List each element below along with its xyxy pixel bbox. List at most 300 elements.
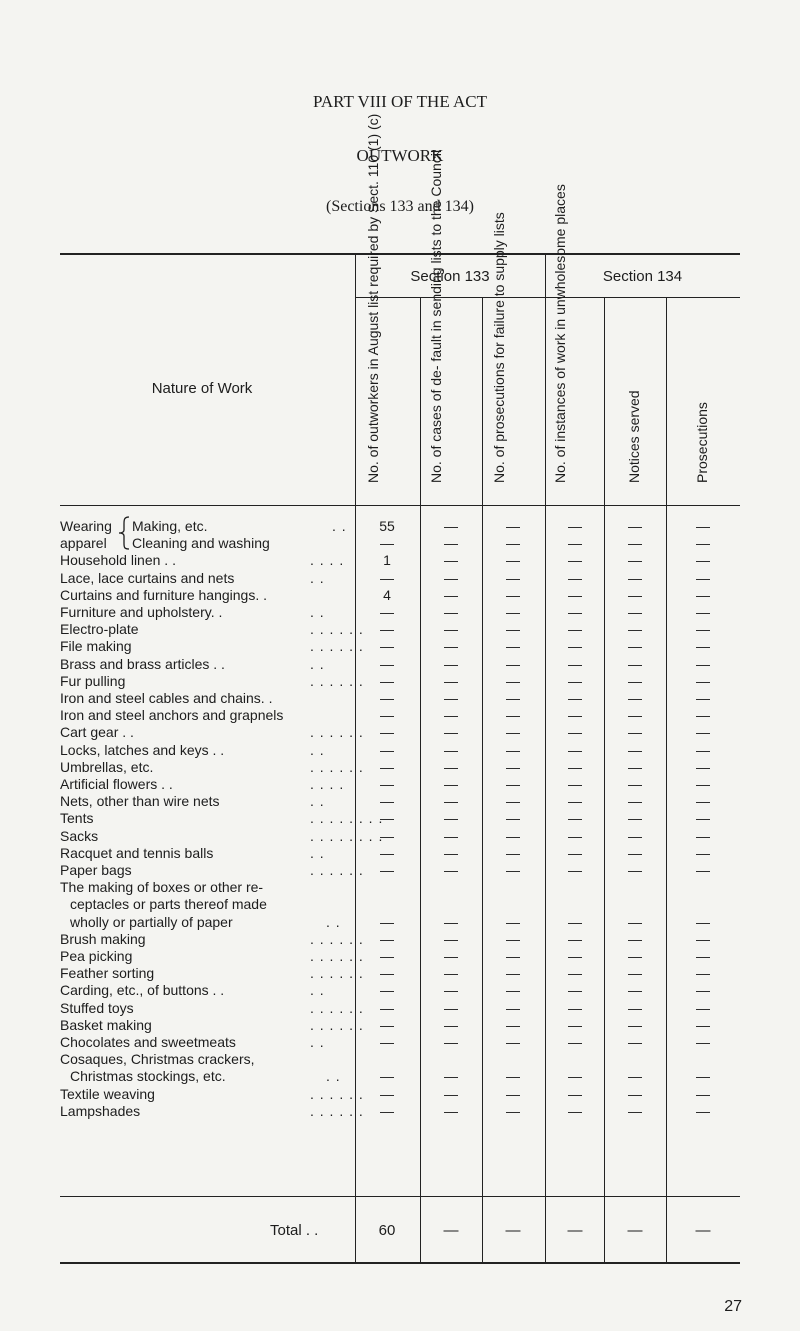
table-cell: — (506, 638, 520, 655)
leader-dots: . . . . . . (310, 948, 364, 964)
col-header-notices: Notices served (626, 390, 642, 483)
row-label: Locks, latches and keys . . (60, 741, 225, 758)
table-cell: — (506, 810, 520, 827)
table-cell: — (628, 965, 642, 982)
table-row (60, 828, 740, 845)
table-cell: — (696, 1068, 710, 1085)
table-row (60, 656, 740, 673)
table-cell: — (568, 518, 582, 534)
row-label: Household linen . . (60, 552, 176, 569)
table-cell: — (568, 827, 582, 844)
leader-dots: . . . . . . (310, 965, 364, 982)
leader-dots: . . . . (310, 552, 345, 569)
table-cell: — (506, 552, 520, 569)
table-cell: — (506, 1034, 520, 1050)
table-cell: — (628, 655, 642, 672)
table-bottom-rule (60, 1262, 740, 1264)
table-row (60, 931, 740, 948)
table-row (60, 707, 740, 724)
section-133-label: Section 133 (410, 268, 490, 285)
col-header-outworkers: No. of outworkers in August list required by Sect. 110 (1) (c) (364, 113, 381, 483)
table-cell: — (444, 655, 458, 672)
table-row (60, 1017, 740, 1034)
table-cell: — (444, 621, 458, 638)
table-cell: — (506, 621, 520, 638)
row-label: Pea picking (60, 948, 133, 964)
table-cell: — (568, 604, 582, 620)
table-cell: — (568, 1068, 582, 1085)
table-cell: — (696, 586, 710, 603)
table-cell: — (444, 948, 458, 964)
table-cell: — (568, 1085, 582, 1102)
table-row (60, 1000, 740, 1017)
leader-dots: . . (326, 913, 341, 930)
header-bottom-rule (60, 505, 740, 506)
table-cell: — (380, 638, 394, 655)
leader-dots: . . . . . . (310, 862, 364, 878)
table-cell: — (696, 793, 710, 810)
table-cell: — (506, 982, 520, 999)
total-cell: — (567, 1222, 583, 1239)
table-cell: — (444, 586, 458, 603)
row-label: Fur pulling (60, 672, 126, 689)
table-cell: — (628, 707, 642, 724)
table-cell: — (380, 655, 394, 672)
table-cell: — (506, 827, 520, 844)
table-row (60, 879, 740, 930)
table-cell: — (506, 862, 520, 878)
table-cell: — (444, 1034, 458, 1050)
total-label: Total . . (270, 1222, 319, 1239)
table-cell: — (628, 1068, 642, 1085)
table-cell: — (506, 518, 520, 534)
table-cell: — (506, 672, 520, 689)
table-cell: — (568, 844, 582, 861)
table-cell: — (628, 1016, 642, 1033)
table-row (60, 1103, 740, 1120)
leader-dots: . . . . . . (310, 638, 364, 655)
table-cell: — (696, 552, 710, 569)
table-cell: — (444, 535, 458, 552)
table-row (60, 776, 740, 793)
table-cell: — (696, 655, 710, 672)
section-sub-rule (355, 297, 740, 298)
table-cell: — (628, 552, 642, 569)
table-row (60, 982, 740, 999)
table-cell: — (380, 999, 394, 1016)
table-cell: — (506, 724, 520, 741)
leader-dots: . . (310, 655, 325, 672)
table-cell: — (444, 604, 458, 620)
table-cell: — (628, 621, 642, 638)
table-cell: — (444, 793, 458, 810)
col-header-prosecutions: Prosecutions (694, 402, 710, 483)
table-cell: — (506, 844, 520, 861)
table-cell: — (696, 965, 710, 982)
table-row (60, 742, 740, 759)
row-label: Iron and steel anchors and grapnels (60, 707, 284, 724)
row-label: wholly or partially of paper (70, 913, 233, 930)
row-label: Brush making (60, 930, 146, 947)
table-cell: — (568, 999, 582, 1016)
table-cell: — (568, 586, 582, 603)
leader-dots: . . (310, 569, 325, 586)
total-cell: — (443, 1222, 459, 1239)
table-row (60, 673, 740, 690)
table-row (60, 862, 740, 879)
row-label: Paper bags (60, 862, 132, 878)
row-label: ceptacles or parts thereof made (70, 896, 267, 913)
table-cell: — (696, 758, 710, 775)
table-cell: — (628, 913, 642, 930)
table-cell: — (568, 552, 582, 569)
table-cell: — (444, 1102, 458, 1119)
table-cell: — (380, 776, 394, 792)
table-row (60, 793, 740, 810)
leader-dots: . . . . . . (310, 724, 364, 741)
leader-dots: . . (310, 793, 325, 810)
table-cell: — (506, 948, 520, 964)
leader-dots: . . (310, 1034, 325, 1050)
table-row (60, 552, 740, 569)
table-cell: — (380, 810, 394, 827)
table-cell: — (628, 776, 642, 792)
table-row (60, 638, 740, 655)
table-cell: — (506, 999, 520, 1016)
row-label: Cosaques, Christmas crackers, (60, 1051, 255, 1068)
table-cell: — (444, 1016, 458, 1033)
table-cell: — (696, 810, 710, 827)
leader-dots: . . . . . . (310, 999, 364, 1016)
table-cell: — (444, 965, 458, 982)
table-cell: — (628, 741, 642, 758)
table-cell: — (506, 913, 520, 930)
col-header-default-cases: No. of cases of de- fault in sending lists to the Council (428, 149, 444, 483)
row-label: Basket making (60, 1016, 152, 1033)
table-cell: — (568, 655, 582, 672)
nature-of-work-header: Nature of Work (151, 380, 253, 397)
row-label: Nets, other than wire nets (60, 793, 220, 810)
table-cell: — (568, 569, 582, 586)
table-row (60, 845, 740, 862)
row-label: Electro-plate (60, 621, 139, 638)
page-number: 27 (724, 1298, 742, 1315)
table-cell: 55 (379, 518, 395, 534)
table-cell: — (628, 1102, 642, 1119)
table-cell: — (444, 638, 458, 655)
leader-dots: . . (310, 844, 325, 861)
table-cell: — (696, 569, 710, 586)
table-row (60, 621, 740, 638)
table-cell: — (506, 1016, 520, 1033)
table-cell: — (506, 741, 520, 758)
table-cell: — (568, 862, 582, 878)
row-sublabel: Cleaning and washing (132, 535, 270, 552)
leader-dots: . . . . (310, 776, 345, 792)
table-cell: — (380, 862, 394, 878)
table-cell: — (506, 776, 520, 792)
table-cell: — (506, 586, 520, 603)
table-cell: — (444, 776, 458, 792)
table-cell: — (380, 672, 394, 689)
table-cell: — (628, 690, 642, 706)
table-cell: — (696, 862, 710, 878)
row-label: Artificial flowers . . (60, 776, 173, 792)
table-row (60, 570, 740, 587)
page-subtitle: (Sections 133 and 134) (326, 198, 474, 215)
table-cell: — (444, 741, 458, 758)
table-cell: — (506, 535, 520, 552)
table-cell: — (696, 621, 710, 638)
table-cell: — (628, 930, 642, 947)
table-cell: — (380, 724, 394, 741)
table-cell: 4 (383, 586, 391, 603)
table-row (60, 724, 740, 741)
table-row (60, 965, 740, 982)
table-cell: — (628, 982, 642, 999)
table-row (60, 948, 740, 965)
table-cell: — (444, 672, 458, 689)
table-row (60, 690, 740, 707)
table-cell: — (380, 690, 394, 706)
leader-dots: . . . . . . . . (310, 827, 384, 844)
table-cell: — (696, 535, 710, 552)
table-cell: — (506, 1068, 520, 1085)
leader-dots: . . . . . . (310, 1102, 364, 1119)
table-cell: — (696, 999, 710, 1016)
leader-dots: . . (326, 1068, 341, 1085)
table-cell: — (506, 690, 520, 706)
table-cell: — (696, 776, 710, 792)
table-cell: — (628, 844, 642, 861)
table-cell: — (444, 707, 458, 724)
leader-dots: . . (310, 741, 325, 758)
table-cell: — (696, 707, 710, 724)
table-cell: — (380, 1034, 394, 1050)
row-label: apparel (60, 535, 107, 552)
table-cell: — (380, 827, 394, 844)
table-cell: — (628, 604, 642, 620)
table-row (60, 1086, 740, 1103)
table-cell: — (568, 638, 582, 655)
table-cell: — (506, 655, 520, 672)
table-cell: — (696, 638, 710, 655)
table-cell: — (568, 913, 582, 930)
table-cell: — (568, 776, 582, 792)
table-cell: — (568, 810, 582, 827)
table-cell: — (380, 844, 394, 861)
row-label: Textile weaving (60, 1085, 155, 1102)
table-cell: — (696, 672, 710, 689)
table-cell: — (444, 844, 458, 861)
row-label: Feather sorting (60, 965, 155, 982)
table-cell: — (696, 690, 710, 706)
row-label: Stuffed toys (60, 999, 134, 1016)
row-label: Iron and steel cables and chains. . (60, 690, 273, 706)
table-cell: — (506, 793, 520, 810)
table-cell: — (568, 621, 582, 638)
table-cell: — (380, 1102, 394, 1119)
table-cell: — (506, 707, 520, 724)
row-label: Chocolates and sweetmeats (60, 1034, 236, 1050)
table-cell: — (628, 638, 642, 655)
total-cell: — (695, 1222, 711, 1239)
table-cell: — (568, 1016, 582, 1033)
table-cell: — (444, 930, 458, 947)
table-cell: — (696, 1034, 710, 1050)
page-title: OUTWORK (356, 146, 444, 165)
leader-dots: . . (332, 518, 347, 534)
table-cell: — (696, 913, 710, 930)
row-label: File making (60, 638, 132, 655)
row-label: Tents (60, 810, 94, 827)
table-cell: — (444, 862, 458, 878)
table-cell: — (380, 913, 394, 930)
table-cell: — (628, 862, 642, 878)
table-cell: — (568, 535, 582, 552)
table-cell: — (568, 707, 582, 724)
row-label: Lampshades (60, 1102, 141, 1119)
table-cell: — (506, 604, 520, 620)
table-row (60, 604, 740, 621)
row-label: Racquet and tennis balls (60, 844, 214, 861)
table-cell: — (506, 1102, 520, 1119)
table-cell: — (696, 1085, 710, 1102)
table-cell: — (444, 1068, 458, 1085)
table-cell: — (628, 1034, 642, 1050)
table-cell: — (380, 758, 394, 775)
table-cell: — (696, 604, 710, 620)
table-cell: — (380, 982, 394, 999)
table-cell: — (380, 1068, 394, 1085)
table-cell: — (568, 672, 582, 689)
total-cell: — (627, 1222, 643, 1239)
table-cell: — (696, 518, 710, 534)
table-cell: — (628, 586, 642, 603)
table-cell: — (444, 1085, 458, 1102)
table-cell: — (628, 724, 642, 741)
leader-dots: . . . . . . (310, 1085, 364, 1102)
table-row (60, 587, 740, 604)
leader-dots: . . . . . . (310, 672, 364, 689)
table-cell: — (696, 724, 710, 741)
table-cell: — (628, 1085, 642, 1102)
table-cell: — (380, 793, 394, 810)
table-cell: — (444, 758, 458, 775)
table-cell: — (380, 930, 394, 947)
table-cell: — (696, 827, 710, 844)
table-cell: — (444, 999, 458, 1016)
table-cell: — (444, 569, 458, 586)
section-134-label: Section 134 (602, 268, 683, 285)
table-cell: — (444, 982, 458, 999)
table-row (60, 518, 740, 535)
table-cell: — (380, 535, 394, 552)
table-cell: — (568, 965, 582, 982)
table-cell: — (444, 518, 458, 534)
part-heading: PART VIII OF THE ACT (312, 92, 488, 111)
table-cell: — (568, 724, 582, 741)
table-cell: — (444, 810, 458, 827)
table-cell: — (506, 930, 520, 947)
row-sublabel: Making, etc. (132, 518, 208, 534)
row-label: Cart gear . . (60, 724, 134, 741)
leader-dots: . . (310, 982, 325, 999)
table-cell: — (568, 1034, 582, 1050)
table-cell: — (506, 1085, 520, 1102)
table-cell: — (380, 604, 394, 620)
table-cell: — (696, 930, 710, 947)
table-cell: — (380, 965, 394, 982)
table-cell: — (568, 741, 582, 758)
row-label: Curtains and furniture hangings. . (60, 586, 268, 603)
table-row (60, 1034, 740, 1051)
table-cell: — (696, 948, 710, 964)
row-label: Christmas stockings, etc. (70, 1068, 226, 1085)
leader-dots: . . . . . . (310, 758, 364, 775)
row-label: Wearing (60, 518, 112, 534)
table-cell: — (506, 965, 520, 982)
leader-dots: . . . . . . (310, 1016, 364, 1033)
table-cell: — (444, 690, 458, 706)
table-cell: — (380, 1016, 394, 1033)
table-cell: — (568, 930, 582, 947)
table-cell: — (568, 1102, 582, 1119)
table-cell: — (506, 569, 520, 586)
table-row (60, 759, 740, 776)
table-cell: — (380, 707, 394, 724)
table-cell: — (380, 948, 394, 964)
total-cell: — (505, 1222, 521, 1239)
leader-dots: . . . . . . (310, 930, 364, 947)
row-label: Umbrellas, etc. (60, 758, 154, 775)
table-cell: — (380, 1085, 394, 1102)
total-cell: 60 (378, 1222, 396, 1239)
leader-dots: . . . . . . . . (310, 810, 384, 827)
table-cell: — (628, 569, 642, 586)
table-cell: — (444, 552, 458, 569)
table-cell: — (568, 690, 582, 706)
table-cell: — (506, 758, 520, 775)
table-cell: — (628, 672, 642, 689)
row-label: Lace, lace curtains and nets (60, 569, 235, 586)
leader-dots: . . (310, 604, 325, 620)
table-cell: 1 (383, 552, 391, 569)
table-row (60, 535, 740, 552)
table-cell: — (568, 948, 582, 964)
table-cell: — (380, 741, 394, 758)
col-header-unwholesome: No. of instances of work in unwholesome places (551, 184, 568, 483)
table-cell: — (628, 827, 642, 844)
table-cell: — (696, 1102, 710, 1119)
table-cell: — (568, 982, 582, 999)
table-cell: — (696, 741, 710, 758)
table-row (60, 810, 740, 827)
table-cell: — (444, 913, 458, 930)
row-label: Furniture and upholstery. . (60, 604, 223, 620)
table-cell: — (568, 793, 582, 810)
table-cell: — (628, 999, 642, 1016)
table-cell: — (628, 758, 642, 775)
leader-dots: . . . . . . (310, 621, 364, 638)
table-cell: — (380, 569, 394, 586)
table-cell: — (568, 758, 582, 775)
table-cell: — (380, 621, 394, 638)
table-cell: — (628, 518, 642, 534)
col-header-prosecutions-lists: No. of prosecutions for failure to supply lists (490, 212, 507, 483)
table-cell: — (628, 535, 642, 552)
table-cell: — (444, 724, 458, 741)
